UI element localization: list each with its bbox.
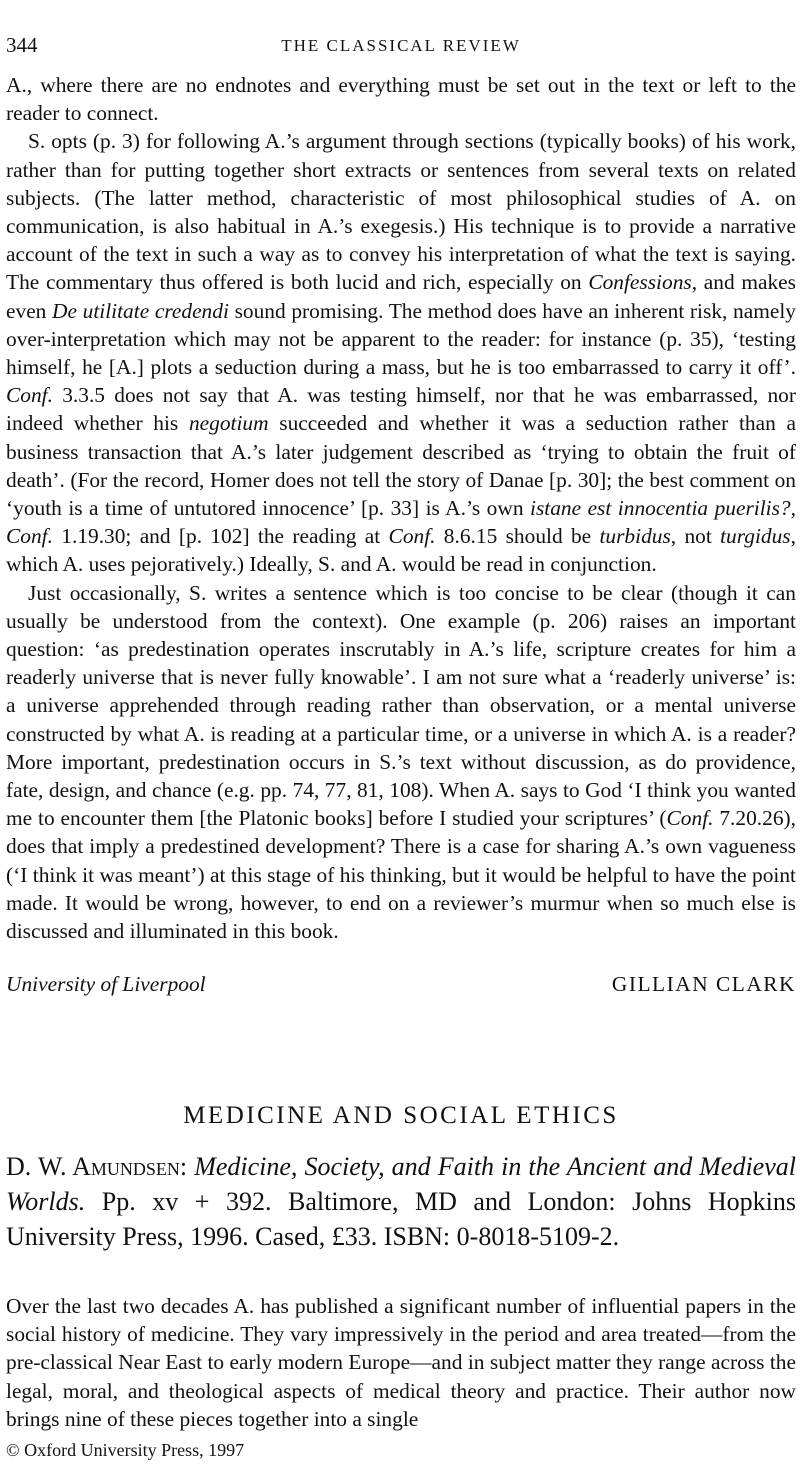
review-paragraph: [6, 127, 796, 578]
book-details: Pp. xv + 392. Baltimore, MD and London: Johns Hopkins University Press, 1996. Cased, £33. ISBN: 0-8018-5109-2.: [6, 1187, 796, 1251]
page-number: 344: [6, 33, 38, 57]
previous-review-body: [6, 71, 796, 945]
italic-run: negotium: [188, 411, 269, 436]
italic-run: Conf.: [666, 806, 714, 831]
italic-run: Conf.: [388, 524, 436, 549]
book-author: D. W. Amundsen: [6, 1152, 180, 1181]
reviewer-affiliation: University of Liverpool: [6, 972, 206, 996]
review-opening-paragraph: Over the last two decades A. has published a significant number of influential papers in the social history of medicine. They vary impressively in the period and area treated—from the pre-classical Near East to early modern Europe—and in subject matter they range across the legal, moral, and theological aspects of medical theory and practice. Their author now brings nine of these pieces together into a single: [6, 1294, 796, 1431]
text-run: 1.19.30; and [p. 102] the reading at: [52, 524, 389, 549]
review-signature: [6, 972, 796, 1002]
italic-run: Conf.: [6, 383, 53, 408]
italic-run: turgidus: [720, 524, 791, 549]
italic-run: De utilitate credendi: [52, 298, 229, 323]
text-run: succeeded and whether it was a seduction rather than a business transaction that A.’s later judgement described as ‘trying to obtain the fruit of death’. (For the record, Homer does not tell the story of Danae [p. 30]; the best comment on ‘youth is a time of untutored innocence’ [p. 33] is A.’s own: [6, 411, 796, 521]
italic-run: Confessions: [588, 270, 692, 295]
copyright-notice: © Oxford University Press, 1997: [6, 1440, 245, 1460]
text-run: Just occasionally, S. writes a sentence which is too concise to be clear (though it can usually be understood from the context). One example (p. 206) raises an important question: ‘as predestination operates inscrutably in A.’s life, scripture creates for him a readerly universe that is never fully knowable’. I am not sure what a ‘readerly universe’ is: a universe apprehended through reading rather than observation, or a mental universe constructed by what A. is reading at a particular time, or a universe in which A. is a reader? More important, predestination occurs in S.’s text without discussion, as do providence, fate, design, and chance (e.g. pp. 74, 77, 81, 108). When A. says to God ‘I think you wanted me to encounter them [the Platonic books] before I studied your scriptures’ (: [6, 580, 796, 831]
text-run: , and makes even: [6, 270, 796, 323]
running-head: [6, 33, 796, 59]
text-run: , which A. uses pejoratively.) Ideally, S. and A. would be read in conjunction.: [6, 524, 796, 577]
review-paragraph: [6, 71, 796, 127]
text-run: sound promising. The method does have an inherent risk, namely over-interpretation which may not be apparent to the reader: for instance (p. 35), ‘testing himself, he [A.] plots a seduction during a mass, but he is too embarrassed to carry it off’.: [6, 298, 796, 380]
journal-title: THE CLASSICAL REVIEW: [281, 36, 521, 55]
text-run: A., where there are no endnotes and everything must be set out in the text or left to the reader to connect.: [6, 73, 796, 126]
text-run: 3.3.5 does not say that A. was testing himself, nor that he was embarrassed, nor indeed whether his: [6, 383, 796, 436]
italic-run: turbidus: [599, 524, 671, 549]
text-run: 7.20.26), does that imply a predestined development? There is a case for sharing A.’s own vagueness (‘I think it was meant’) at this stage of his thinking, but it would be helpful to have the point made. It would be wrong, however, to end on a reviewer’s murmur when so much else is discussed and illuminated in this book.: [6, 806, 797, 944]
book-citation: D. W. Amundsen: Medicine, Society, and Faith in the Ancient and Medieval Worlds. Pp. xv + 392. Baltimore, MD and London: Johns Hopkins University Press, 1996. Cased, £33. ISBN: 0-8018-5109-2.: [6, 1152, 796, 1251]
review-paragraph: [6, 579, 796, 946]
italic-run: istane est innocentia puerilis?: [530, 496, 791, 521]
text-run: ,: [790, 496, 796, 521]
text-run: 8.6.15 should be: [435, 524, 600, 549]
italic-run: Conf.: [6, 524, 53, 549]
text-run: S. opts (p. 3) for following A.’s argument through sections (typically books) of his work, rather than for putting together short extracts or sentences from several texts on related subjects. (The latter method, characteristic of most philosophical studies of A. on communication, is also habitual in A.’s exegesis.) His technique is to provide a narrative account of the text in such a way as to convey his interpretation of what the text is saying. The commentary thus offered is both lucid and rich, especially on: [6, 129, 796, 295]
section-heading: MEDICINE AND SOCIAL ETHICS: [183, 1102, 619, 1129]
reviewer-name: GILLIAN CLARK: [611, 972, 796, 996]
book-title: Medicine, Society, and Faith in the Ancient and Medieval Worlds.: [6, 1152, 796, 1216]
text-run: , not: [670, 524, 721, 549]
